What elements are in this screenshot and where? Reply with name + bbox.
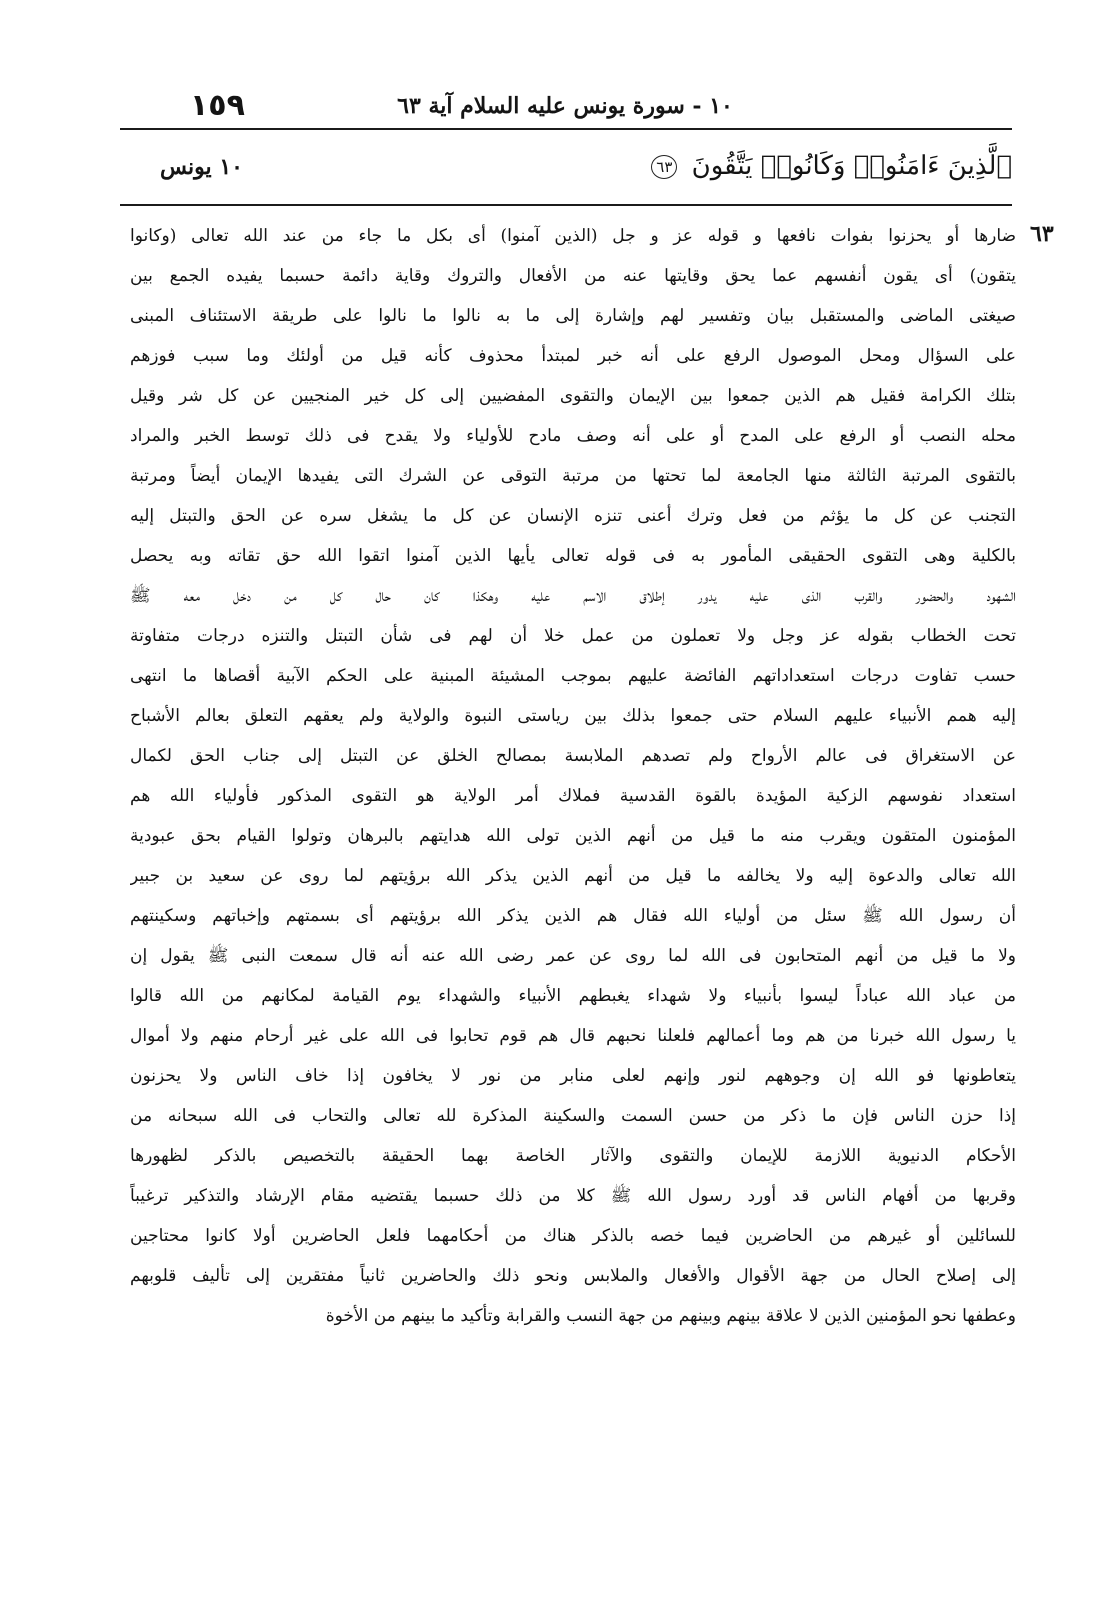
commentary-line: ولا ما قيل من أنهم المتحابون فى الله لما روى عن عمر رضى الله عنه أنه قال سمعت النبى ﷺ يقول إن — [130, 946, 1016, 966]
commentary-body — [130, 216, 1016, 1336]
commentary-line: يتعاطونها فو الله إن وجوههم لنور وإنهم لعلى منابر من نور لا يخافون إذا خاف الناس ولا يحزنون — [130, 1066, 1016, 1086]
commentary-line: أن رسول الله ﷺ سئل من أولياء الله فقال هم الذين يذكر الله برؤيتهم أى بسمتهم وإخباتهم وسكينتهم — [130, 906, 1016, 926]
commentary-line: ضارها أو يحزنوا بفوات نافعها و قوله عز و جل (الذين آمنوا) أى بكل ما جاء من عند الله تعالى (وكانوا — [130, 226, 1016, 246]
commentary-line: صيغتى الماضى والمستقبل بيان وتفسير لهم وإشارة إلى ما به نالوا ما نالوا على طريقة الاستئناف المبنى — [130, 306, 1016, 326]
commentary-line: استعداد نفوسهم الزكية المؤيدة بالقوة القدسية فملاك أمر الولاية هو التقوى المذكور فأولياء الله هم — [130, 786, 1016, 806]
commentary-line: إليه همم الأنبياء عليهم السلام حتى جمعوا بذلك بين رياستى النبوة والولاية ولم يعقهم التعلق بعالم الأشباح — [130, 706, 1016, 726]
commentary-line: يتقون) أى يقون أنفسهم عما يحق وقايتها عنه من الأفعال والتروك وقاية دائمة حسبما يفيده الجمع بين — [130, 266, 1016, 286]
commentary-line: إذا حزن الناس فإن ما ذكر من حسن السمت والسكينة المذكرة لله تعالى والتحاب فى الله سبحانه من — [130, 1106, 1016, 1126]
commentary-line: بالتقوى المرتبة الثالثة منها الجامعة لما تحتها من مرتبة التوقى عن الشرك التى يفيدها الإيمان أيضاً ومرتبة — [130, 466, 1016, 486]
running-title: ١٠ - سورة يونس عليه السلام آية ٦٣ — [397, 93, 733, 119]
page-number: ١٥٩ — [190, 88, 245, 123]
commentary-line: بالكلية وهى التقوى الحقيقى المأمور به فى قوله تعالى يأيها الذين آمنوا اتقوا الله حق تقاته وبه يحصل — [130, 546, 1016, 566]
verse-row — [120, 140, 1012, 196]
commentary-line: الأحكام الدنيوية اللازمة للإيمان والتقوى والآثار الخاصة بهما الحقيقة بالتخصيص بالذكر لظهورها — [130, 1146, 1016, 1166]
commentary-line: وقربها من أفهام الناس قد أورد رسول الله ﷺ كلا من ذلك حسبما يقتضيه مقام الإرشاد والتذكير ترغيباً — [130, 1186, 1016, 1206]
verse-end-marker: ٦٣ — [651, 155, 677, 179]
commentary-line: الشهود والحضور والقرب الذى عليه يدور إطلاق الاسم عليه وهكذا كان حال كل من دخل معه ﷺ — [130, 586, 1016, 606]
surah-label: ١٠ يونس — [160, 154, 243, 180]
commentary-line: عن الاستغراق فى عالم الأرواح ولم تصدهم الملابسة بمصالح الخلق عن التبتل إلى جناب الحق لكمال — [130, 746, 1016, 766]
commentary-line: محله النصب أو الرفع على المدح أو على أنه وصف مادح للأولياء ولا يقدح فى ذلك توسط الخبر والمراد — [130, 426, 1016, 446]
verse-text: ٱلَّذِينَ ءَامَنُوا۟ وَكَانُوا۟ يَتَّقُونَ — [691, 151, 1012, 181]
commentary-line: بتلك الكرامة فقيل هم الذين جمعوا بين الإيمان والتقوى المفضيين إلى كل خير المنجيين عن كل شر وقيل — [130, 386, 1016, 406]
commentary-line: المؤمنون المتقون ويقرب منه ما قيل من أنهم الذين تولى الله هدايتهم بالبرهان وتولوا القيام بحق عبودية — [130, 826, 1016, 846]
commentary-line: تحت الخطاب بقوله عز وجل ولا تعملون من عمل خلا أن لهم فى شأن التبتل والتنزه درجات متفاوتة — [130, 626, 1016, 646]
commentary-line: الله تعالى والدعوة إليه ولا يخالفه ما قيل من أنهم الذين يذكر الله برؤيتهم لما روى عن سعيد بن جبير — [130, 866, 1016, 886]
commentary-line: وعطفها نحو المؤمنين الذين لا علاقة بينهم وبينهم من جهة النسب والقرابة وتأكيد ما بينهم من الأخوة — [325, 1306, 1016, 1326]
commentary-line: يا رسول الله خبرنا من هم وما أعمالهم فلعلنا نحبهم قال هم قوم تحابوا فى الله على غير أرحام منهم ولا أموال — [130, 1026, 1016, 1046]
header-divider — [120, 128, 1012, 130]
commentary-line: على السؤال ومحل الموصول الرفع على أنه خبر لمبتدأ محذوف كأنه قيل من أولئك وما سبب فوزهم — [130, 346, 1016, 366]
quran-verse — [651, 146, 1012, 186]
page-header — [120, 88, 1010, 128]
commentary-line: حسب تفاوت درجات استعداداتهم الفائضة عليهم بموجب المشيئة المبنية على الحكم الآبية أقصاها ما انتهى — [130, 666, 1016, 686]
commentary-line: إلى إصلاح الحال من جهة الأقوال والأفعال والملابس ونحو ذلك والحاضرين ثانياً مفتقرين إلى تأليف قلوبهم — [130, 1266, 1016, 1286]
commentary-line: من عباد الله عباداً ليسوا بأنبياء ولا شهداء يغبطهم الأنبياء والشهداء يوم القيامة لمكانهم من الله قالوا — [130, 986, 1016, 1006]
commentary-line: للسائلين أو غيرهم من الحاضرين فيما خصه بالذكر هناك من أحكامهما فلعل الحاضرين أولا كانوا محتاجين — [130, 1226, 1016, 1246]
commentary-verse-number: ٦٣ — [1030, 221, 1054, 247]
verse-divider — [120, 204, 1012, 206]
commentary-line: التجنب عن كل ما يؤثم من فعل وترك أعنى تنزه الإنسان عن كل ما يشغل سره عن الحق والتبتل إليه — [130, 506, 1016, 526]
